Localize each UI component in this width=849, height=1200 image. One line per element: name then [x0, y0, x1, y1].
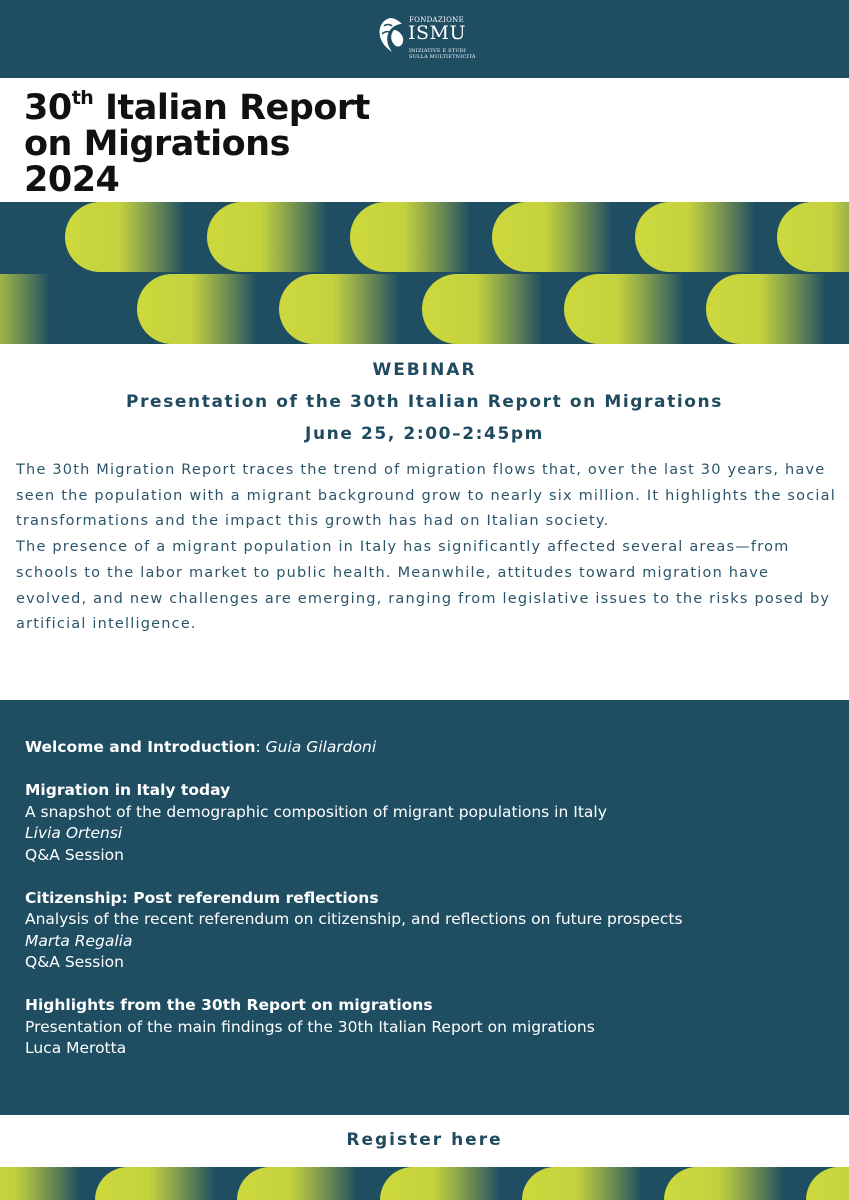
- ismu-logo-mark-icon: [376, 16, 406, 56]
- logo-tagline-2: SULLA MULTIETNICITÀ: [409, 54, 476, 60]
- capsule-pattern-bottom: [0, 1167, 849, 1200]
- decorative-capsule: [95, 1167, 215, 1200]
- report-title: [24, 87, 370, 200]
- decorative-capsule: [237, 1167, 357, 1200]
- decorative-capsule: [422, 274, 542, 344]
- ismu-logo[interactable]: [376, 14, 476, 62]
- decorative-capsule: [0, 274, 50, 344]
- logo-tagline-1: INIZIATIVE E STUDI: [409, 48, 467, 54]
- decorative-capsule: [706, 274, 826, 344]
- decorative-capsule: [207, 202, 327, 272]
- session-qa: Q&A Session: [25, 845, 124, 864]
- decorative-capsule: [664, 1167, 784, 1200]
- pattern-banner-bottom: [0, 1167, 849, 1200]
- pattern-banner-top: [0, 202, 849, 344]
- register-link[interactable]: Register here: [346, 1130, 503, 1150]
- decorative-capsule: [777, 202, 849, 272]
- session-qa: Q&A Session: [25, 953, 124, 971]
- session-description: A snapshot of the demographic composition of migrant populations in Italy: [25, 802, 607, 821]
- session-title: Citizenship: Post referendum reflections: [25, 888, 379, 907]
- description-paragraph-2: The presence of a migrant population in Italy has significantly affected several areas—from schools to the labor market to public health. Meanwhile, attitudes toward migration have evolved, and new challenges are emerging, ranging from legislative issues to the risks posed by artificial intelligence.: [16, 539, 831, 633]
- report-description: [16, 458, 836, 638]
- decorative-capsule: [492, 202, 612, 272]
- decorative-capsule: [137, 274, 257, 344]
- decorative-capsule: [635, 202, 755, 272]
- decorative-capsule: [522, 1167, 642, 1200]
- logo-big-text: ISMU: [408, 22, 466, 44]
- title-number: 30: [24, 88, 72, 128]
- session-speaker: Luca Merotta: [25, 1039, 127, 1057]
- welcome-label: Welcome and Introduction: [25, 738, 256, 756]
- welcome-item: [25, 737, 835, 759]
- session-description: Analysis of the recent referendum on citizenship, and reflections on future prospects: [25, 910, 683, 928]
- decorative-capsule: [380, 1167, 500, 1200]
- webinar-date: June 25, 2:00–2:45pm: [305, 424, 544, 444]
- decorative-capsule: [564, 274, 684, 344]
- session-description: Presentation of the main findings of the 30th Italian Report on migrations: [25, 1017, 595, 1036]
- capsule-pattern-top: [0, 202, 849, 344]
- session-title: Highlights from the 30th Report on migrations: [25, 996, 433, 1014]
- decorative-capsule: [65, 202, 185, 272]
- session-title: Migration in Italy today: [25, 781, 231, 799]
- session-speaker: Livia Ortensi: [25, 824, 123, 842]
- welcome-separator: :: [255, 738, 266, 756]
- webinar-label: WEBINAR: [372, 360, 477, 380]
- session-speaker: Marta Regalia: [25, 931, 133, 950]
- session-item: [25, 995, 835, 1060]
- title-line3: 2024: [24, 160, 120, 200]
- title-line1: Italian Report: [105, 88, 370, 128]
- title-ordinal-suffix: th: [71, 87, 94, 109]
- decorative-capsule: [0, 1167, 80, 1200]
- program-section: [0, 700, 849, 1115]
- header-bar: [0, 0, 849, 78]
- decorative-capsule: [350, 202, 470, 272]
- session-item: [25, 888, 835, 974]
- welcome-speaker: Guia Gilardoni: [265, 738, 377, 756]
- decorative-capsule: [806, 1167, 849, 1200]
- description-paragraph-1: The 30th Migration Report traces the trend of migration flows that, over the last 30 years, have seen the population with a migrant background grow to nearly six million. It highlights the social transformations and the impact this growth has had on Italian society.: [16, 462, 836, 530]
- logo-small-text: FONDAZIONE: [409, 16, 464, 24]
- title-line2: on Migrations: [24, 124, 290, 164]
- webinar-title: Presentation of the 30th Italian Report on Migrations: [126, 392, 723, 412]
- session-item: [25, 780, 835, 866]
- decorative-capsule: [279, 274, 399, 344]
